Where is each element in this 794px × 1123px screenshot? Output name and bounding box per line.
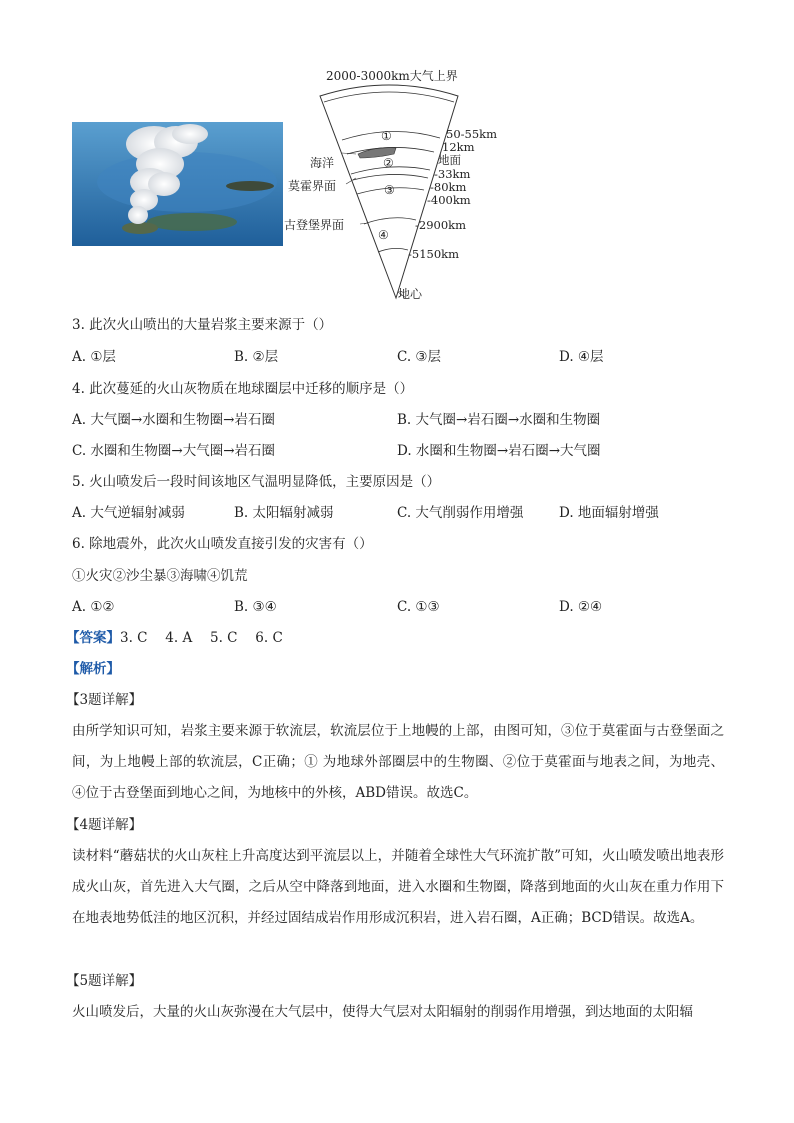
right-label-3: -33km: [434, 167, 471, 181]
q4-option-a: A. 大气圈→水圈和生物圈→岩石圈: [72, 412, 275, 428]
q4-option-c: C. 水圈和生物圈→大气圈→岩石圈: [72, 443, 276, 459]
left-label-ocean: 海洋: [310, 156, 335, 170]
detail-5-label: 【5题详解】: [66, 973, 143, 989]
detail-5-text: 火山喷发后，大量的火山灰弥漫在大气层中，使得大气层对太阳辐射的削弱作用增强，到达地面的太阳辐: [72, 1004, 693, 1020]
right-label-0: 50-55km: [446, 127, 498, 141]
earth-layers-diagram: [284, 66, 514, 306]
q4-option-b: B. 大气圈→岩石圈→水圈和生物圈: [397, 412, 601, 428]
layer-label-2: ②: [383, 156, 394, 170]
detail-4-label: 【4题详解】: [66, 817, 143, 833]
right-label-5: -400km: [427, 193, 471, 207]
right-label-1: 12km: [442, 140, 475, 154]
question-6-stem: 6. 除地震外，此次火山喷发直接引发的灾害有（）: [72, 536, 373, 552]
q4-option-d: D. 水圈和生物圈→岩石圈→大气圈: [397, 443, 601, 459]
bottom-label: 地心: [398, 287, 423, 301]
q5-option-b: B. 太阳辐射减弱: [234, 505, 334, 521]
detail-4-text: 读材料“蘑菇状的火山灰柱上升高度达到平流层以上，并随着全球性大气环流扩散”可知，火山喷发喷出地表形成火山灰，首先进入大气圈，之后从空中降落到地面，进入水圈和生物圈，降落到地面的火山灰在重力作用下在地表地势低洼的地区沉积，并经过固结成岩作用形成沉积岩，进入岩石圈，A正确；BCD错误。故选A。: [72, 848, 724, 926]
volcano-eruption-photo: [72, 122, 283, 246]
right-label-2: 地面: [438, 153, 461, 167]
left-label-moho: 莫霍界面: [288, 179, 337, 193]
q6-option-c: C. ①③: [397, 599, 440, 615]
question-3-stem: 3. 此次火山喷出的大量岩浆主要来源于（）: [72, 317, 333, 333]
q6-option-b: B. ③④: [234, 599, 277, 615]
right-label-7: -5150km: [408, 247, 460, 261]
left-label-gutenberg: 古登堡界面: [284, 218, 345, 232]
layer-label-3: ③: [384, 183, 395, 197]
answer-line: [66, 628, 283, 648]
q5-option-a: A. 大气逆辐射减弱: [72, 505, 185, 521]
detail-3-text: 由所学知识可知，岩浆主要来源于软流层，软流层位于上地幔的上部，由图可知，③位于莫霍面与古登堡面之间，为上地幔上部的软流层，C正确；① 为地球外部圈层中的生物圈、②位于莫霍面与地表之间，为地壳、 ④位于古登堡面到地心之间，为地核中的外核，ABD错误。故选C。: [72, 723, 724, 801]
q6-option-d: D. ②④: [559, 599, 603, 615]
question-5-stem: 5. 火山喷发后一段时间该地区气温明显降低，主要原因是（）: [72, 474, 441, 490]
q3-option-b: B. ②层: [234, 349, 279, 365]
analysis-label: 【解析】: [66, 661, 120, 677]
q6-choices-list: ①火灾②沙尘暴③海啸④饥荒: [72, 568, 248, 584]
q5-option-d: D. 地面辐射增强: [559, 505, 659, 521]
question-4-stem: 4. 此次蔓延的火山灰物质在地球圈层中迁移的顺序是（）: [72, 381, 414, 397]
detail-3-label: 【3题详解】: [66, 692, 143, 708]
answer-text: 3. C 4. A 5. C 6. C: [120, 630, 283, 646]
q3-option-d: D. ④层: [559, 349, 604, 365]
q3-option-a: A. ①层: [72, 349, 116, 365]
q5-option-c: C. 大气削弱作用增强: [397, 505, 524, 521]
q6-option-a: A. ①②: [72, 599, 115, 615]
layer-label-4: ④: [378, 228, 389, 242]
answer-label: 【答案】: [66, 630, 120, 646]
layer-label-1: ①: [381, 129, 392, 143]
top-label: 2000-3000km大气上界: [326, 69, 458, 83]
right-label-4: -80km: [430, 180, 467, 194]
right-label-6: -2900km: [415, 218, 467, 232]
q3-option-c: C. ③层: [397, 349, 442, 365]
